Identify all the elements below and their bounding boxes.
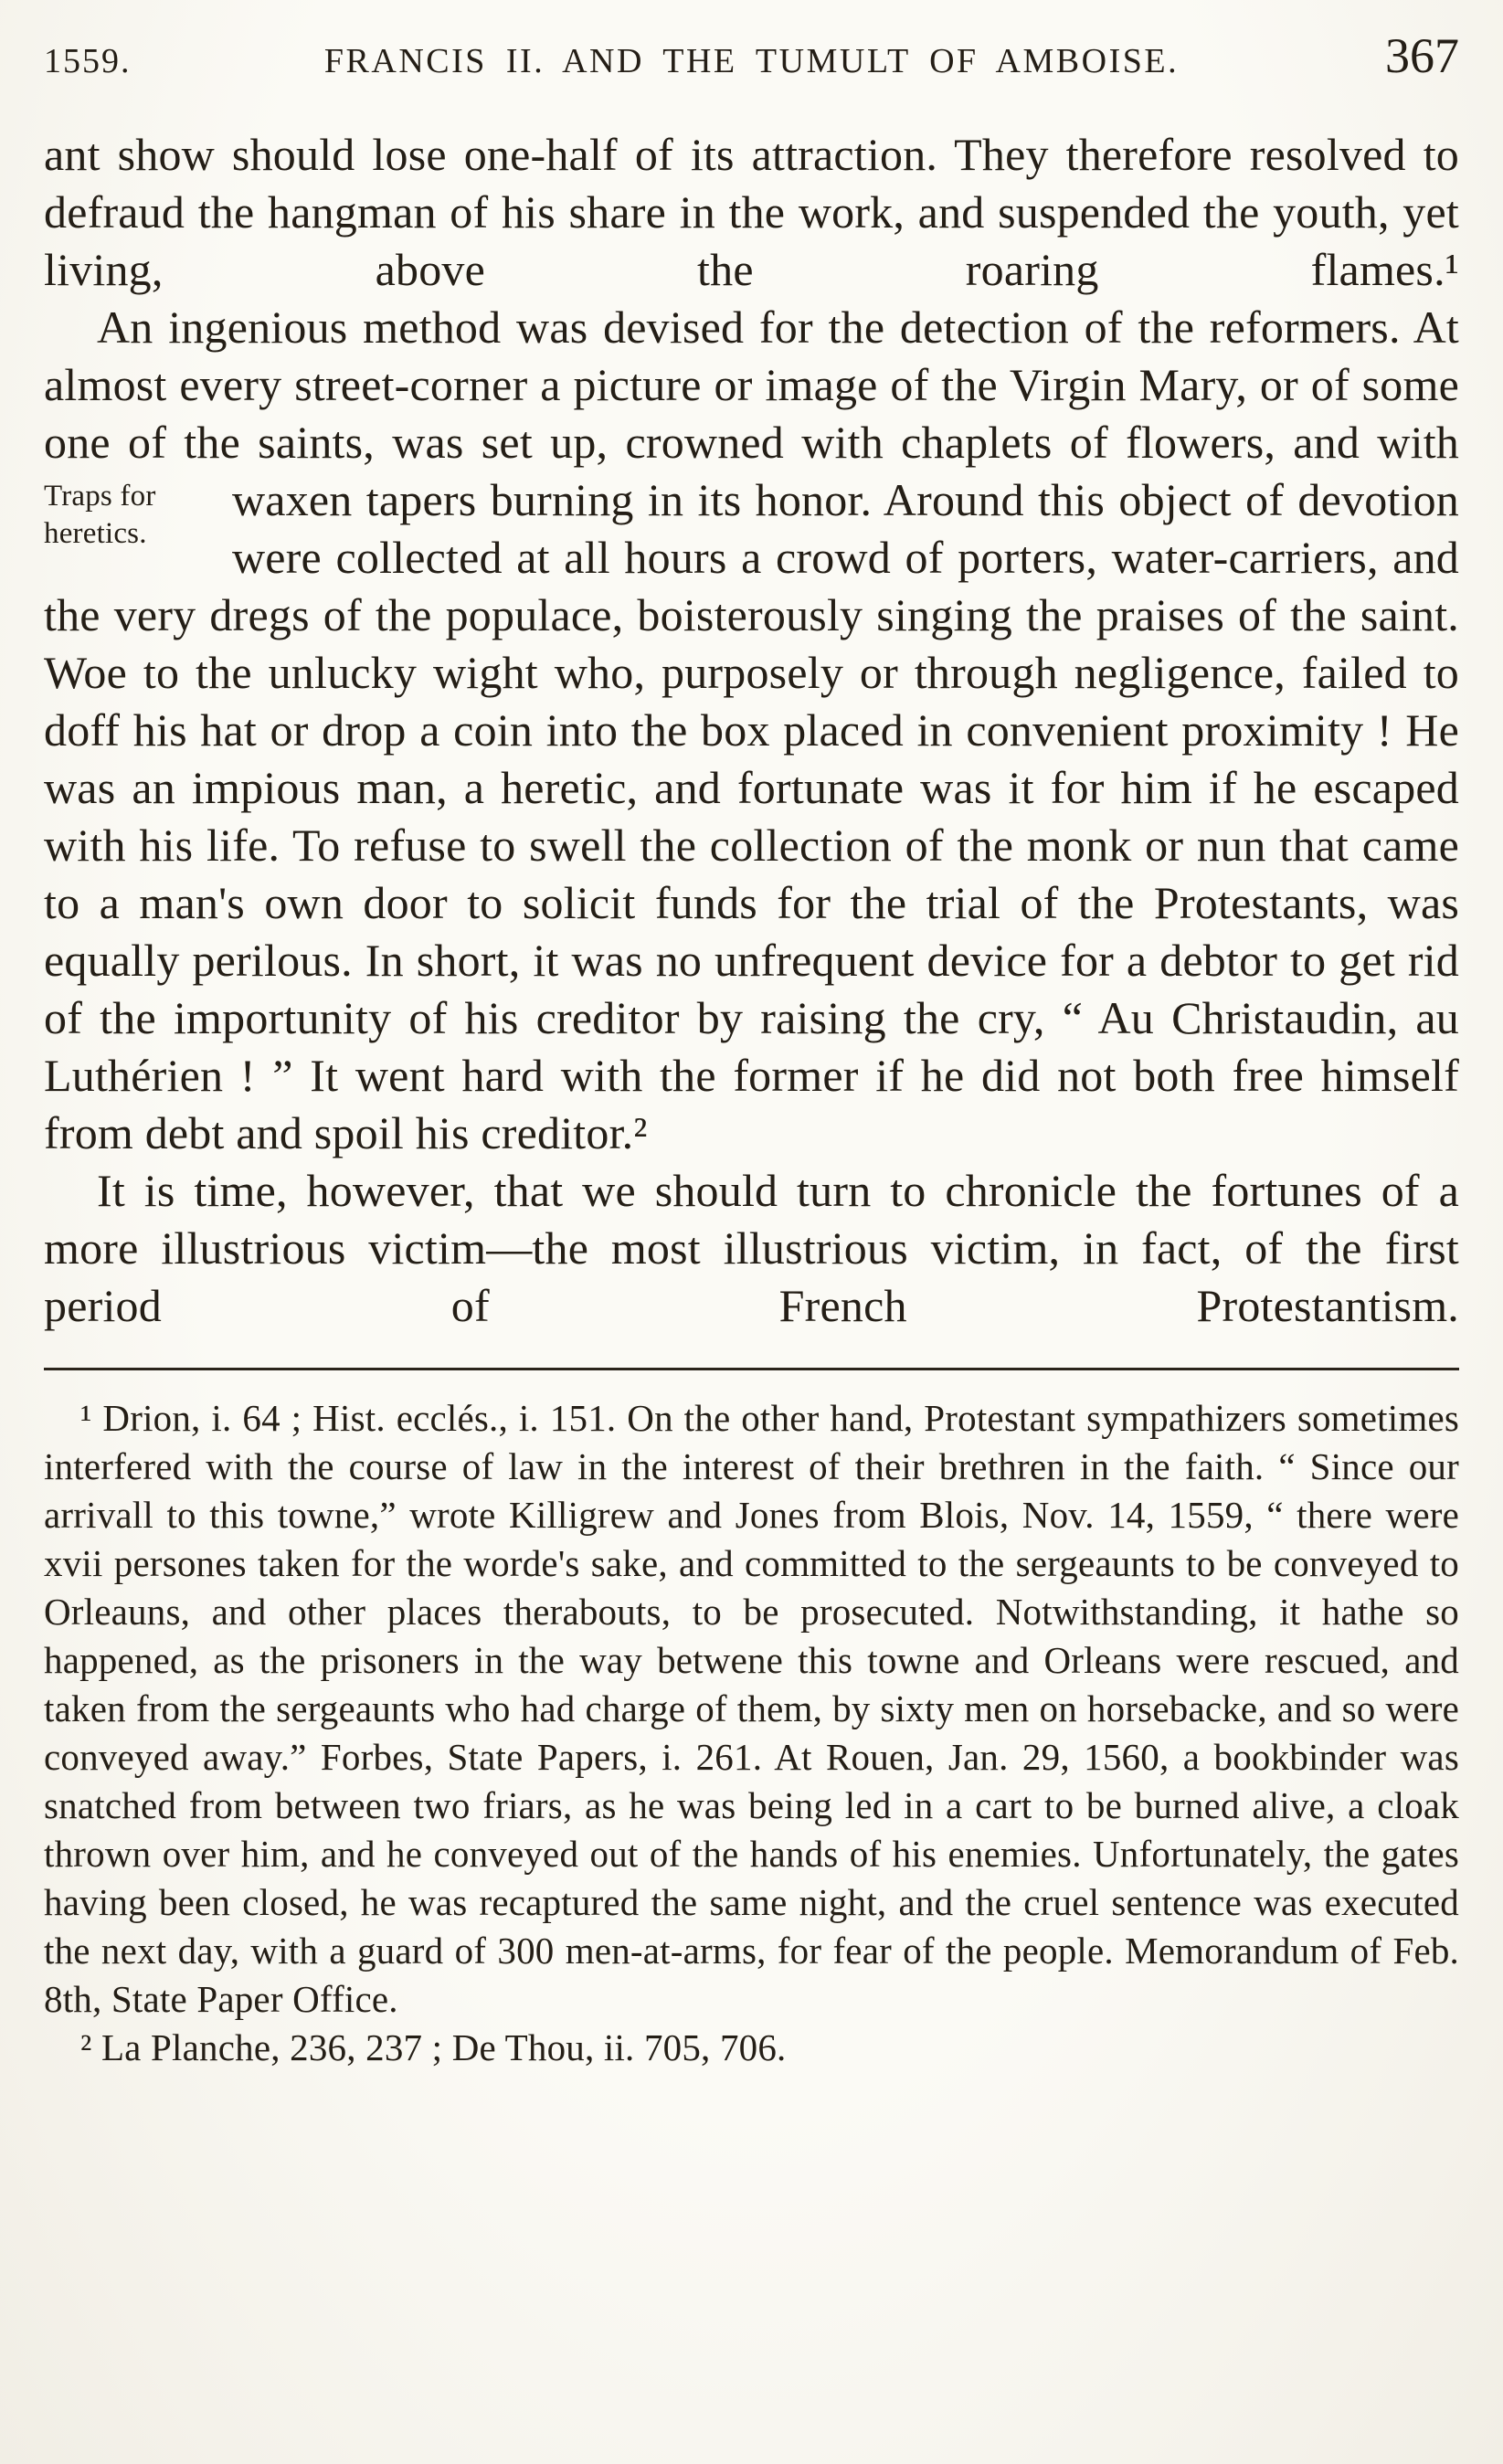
footnote-divider — [44, 1368, 1459, 1370]
sidenote-traps-for-heretics: Traps for heretics. — [44, 480, 156, 550]
header-title: FRANCIS II. AND THE TUMULT OF AMBOISE. — [323, 42, 1180, 80]
paragraph-2-text-after-sidenote: burning in its honor. Around this object of devotion were collected at all hours a crowd of porters, water-carriers, and the very dregs of the populace, boisterously singing the praises of the saint. Woe to the unlucky wight who, purposely or through negligence, failed to doff his hat or drop a coin into the box placed in convenient proximity ! He was an impious man, a heretic, and fortunate was it for him if he escaped with his life. To refuse to swell the collection of the monk or nun that came to a man's own door to solicit funds for the trial of the Protestants, was equally perilous. In short, it was no unfrequent device for a debtor to get rid of the importunity of his creditor by raising the cry, “ Au Christaudin, au Luthérien ! ” It went hard with the former if he did not both free himself from debt and spoil his creditor.² — [44, 474, 1459, 1158]
header-year: 1559. — [44, 42, 132, 80]
page-header — [44, 27, 1459, 84]
paragraph-3: It is time, however, that we should turn to chronicle the fortunes of a more illustrious victim—the most illustrious victim, in fact, of the first period of French Protestantism. — [44, 1165, 1459, 1331]
footnote-1: ¹ Drion, i. 64 ; Hist. ecclés., i. 151. On the other hand, Protestant sympathizers sometimes interfered with the course of law in the interest of their brethren in the faith. “ Since our arrivall to this towne,” wrote Killigrew and Jones from Blois, Nov. 14, 1559, “ there were xvii persones taken for the worde's sake, and committed to the sergeaunts to be conveyed to Orleauns, and other places therabouts, to be prosecuted. Notwithstanding, it hathe so happened, as the prisoners in the way betwene this towne and Orleans were rescued, and taken from the sergeaunts who had charge of them, by sixty men on horsebacke, and so were conveyed away.” Forbes, State Papers, i. 261. At Rouen, Jan. 29, 1560, a bookbinder was snatched from between two friars, as he was being led in a cart to be burned alive, a cloak thrown over him, and he conveyed out of the hands of his enemies. Unfortunately, the gates having been closed, he was recaptured the same night, and the cruel sentence was executed the next day, with a guard of 300 men-at-arms, for fear of the people. Memorandum of Feb. 8th, State Paper Office. — [44, 1397, 1459, 2020]
paragraph-1: ant show should lose one-half of its attraction. They therefore resolved to defraud the hangman of his share in the work, and suspended the youth, yet living, above the roaring flames.¹ — [44, 129, 1459, 295]
header-page-number: 367 — [1385, 28, 1459, 83]
page-body — [44, 126, 1459, 1335]
paragraph-2 — [44, 299, 1459, 1162]
footnotes-section — [44, 1394, 1459, 2072]
paragraph-2-text-before-sidenote: An ingenious method was devised for the detection of the reformers. At almost every street-corner a picture or image of the Virgin Mary, or of some one of the saints, was set up, crowned with chaplets of flowers, and with waxen tapers — [44, 301, 1459, 525]
footnote-2: ² La Planche, 236, 237 ; De Thou, ii. 705, 706. — [80, 2026, 787, 2068]
